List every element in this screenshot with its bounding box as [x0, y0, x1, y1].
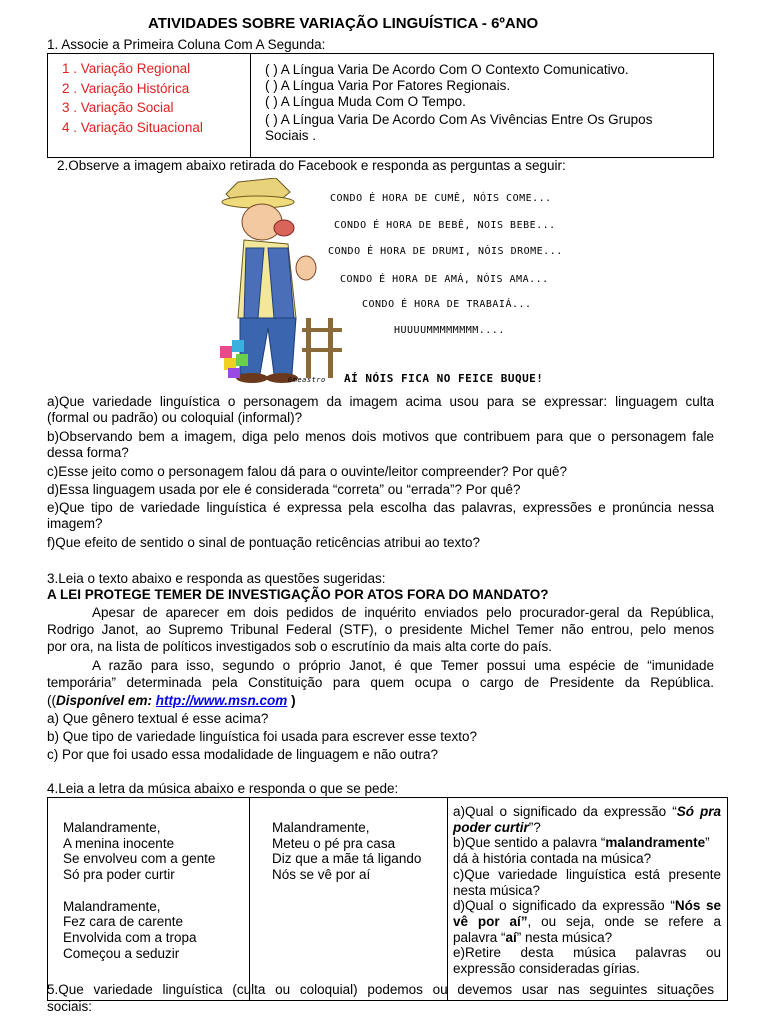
cartoon-line-4: CONDO É HORA DE AMÁ, NÓIS AMA... — [340, 274, 549, 285]
q1-heading: 1. Associe a Primeira Coluna Com A Segunda: — [47, 37, 326, 52]
q2-c: c)Esse jeito como o personagem falou dá para o ouvinte/leitor compreender? Por quê? — [47, 464, 568, 479]
association-left-column — [48, 54, 251, 158]
facebook-cartoon — [218, 178, 592, 392]
q3-c: c) Por que foi usado essa modalidade de linguagem e não outra? — [47, 747, 439, 762]
q2-a-line2: (formal ou padrão) ou coloquial (informal)? — [47, 410, 303, 425]
statement-4-cont: Sociais . — [265, 128, 317, 143]
source-suffix: ) — [291, 693, 296, 708]
song-line: Se envolveu com a gente — [63, 851, 216, 867]
q3-a: a) Que gênero textual é esse acima? — [47, 711, 269, 726]
q4-b-line2: dá à história contada na música? — [453, 851, 652, 867]
cartoon-line-2: CONDO É HORA DE BEBÊ, NOIS BEBE... — [334, 220, 556, 231]
q4-d-line1: d)Qual o significado da expressão “Nós se — [453, 898, 721, 914]
q4-a-line1: a)Qual o significado da expressão “Só pra — [453, 804, 721, 819]
song-line: Só pra poder curtir — [63, 867, 175, 883]
cartoon-line-3: CONDO É HORA DE DRUMI, NÓIS DROME... — [328, 246, 563, 257]
cartoon-line-1: CONDO É HORA DE CUMÊ, NÓIS COME... — [330, 193, 552, 204]
page-title: ATIVIDADES SOBRE VARIAÇÃO LINGUÍSTICA - 6ºANO — [148, 15, 539, 32]
song-column-1 — [48, 798, 250, 1001]
q2-b-line2: dessa forma? — [47, 445, 129, 460]
cartoon-line-5: CONDO É HORA DE TRABAIÁ... — [362, 299, 532, 310]
q4-e-line1: e)Retire desta música palavras ou — [453, 945, 721, 961]
cartoon-line-6: HUUUUMMMMMMMM.... — [394, 325, 505, 336]
article-title: A LEI PROTEGE TEMER DE INVESTIGAÇÃO POR ATOS FORA DO MANDATO? — [47, 587, 549, 602]
option-situacional: 4 . Variação Situacional — [62, 119, 203, 135]
cartoon-punchline: AÍ NÓIS FICA NO FEICE BUQUE! — [344, 372, 544, 385]
song-line: Envolvida com a tropa — [63, 929, 197, 945]
q2-b-line1: b)Observando bem a imagem, diga pelo menos dois motivos que contribuem para que o personagem fale — [47, 429, 714, 444]
article-p2-line1: A razão para isso, segundo o próprio Janot, é que Temer possui uma espécie de “imunidade — [92, 658, 714, 673]
q4-b-line1: b)Que sentido a palavra “malandramente” — [453, 835, 710, 851]
q4-a-line2: poder curtir”? — [453, 819, 541, 835]
article-source — [47, 693, 714, 709]
q2-d: d)Essa linguagem usada por ele é considerada “correta” ou “errada”? Por quê? — [47, 482, 521, 497]
q2-e-line1: e)Que tipo de variedade linguística é expressa pela escolha das palavras, expressões e pronúncia nessa — [47, 500, 714, 515]
song-line: Nós se vê por aí — [272, 867, 371, 883]
article-p1-line1: Apesar de aparecer em dois pedidos de inquérito enviados pelo procurador-geral da República, — [92, 605, 714, 620]
song-line: Fez cara de carente — [63, 914, 184, 930]
statement-3: ( ) A Língua Muda Com O Tempo. — [265, 94, 466, 109]
song-line: Malandramente, — [63, 898, 161, 914]
q4-heading: 4.Leia a letra da música abaixo e responda o que se pede: — [47, 781, 399, 796]
song-line: Diz que a mãe tá ligando — [272, 851, 422, 867]
association-right-column — [251, 54, 714, 158]
song-line: Meteu o pé pra casa — [272, 835, 396, 851]
statement-2: ( ) A Língua Varia Por Fatores Regionais. — [265, 78, 511, 93]
q5-line1: 5.Que variedade linguística (culta ou coloquial) podemos ou devemos usar nas seguintes situações — [47, 982, 714, 997]
song-line: A menina inocente — [63, 835, 175, 851]
article-p2-line2: temporária” determinada pela Constituição para quem ocupa o cargo de Presidente da República. — [47, 675, 714, 690]
statement-1: ( ) A Língua Varia De Acordo Com O Contexto Comunicativo. — [265, 62, 629, 77]
cartoon-signature: Gmeastro — [288, 376, 326, 384]
q3-b: b) Que tipo de variedade linguística foi usada para escrever esse texto? — [47, 729, 478, 744]
song-line: Malandramente, — [272, 820, 370, 835]
song-table — [47, 797, 728, 1001]
article-p1-line3: por ora, na lista de políticos investigados sob o escrutínio da mais alta corte do país. — [47, 639, 553, 654]
q2-a-line1: a)Que variedade linguística o personagem da imagem acima usou para se expressar: linguagem culta — [47, 394, 714, 409]
option-social: 3 . Variação Social — [62, 100, 174, 115]
q2-heading: 2.Observe a imagem abaixo retirada do Facebook e responda as perguntas a seguir: — [57, 158, 566, 173]
song-column-2 — [250, 798, 448, 1001]
q3-heading: 3.Leia o texto abaixo e responda as questões sugeridas: — [47, 571, 386, 586]
q2-f: f)Que efeito de sentido o sinal de pontuação reticências atribui ao texto? — [47, 535, 481, 550]
song-line — [63, 883, 249, 899]
farmer-illustration — [218, 178, 592, 392]
source-prefix: (( — [47, 693, 56, 708]
q2-e-line2: imagem? — [47, 516, 103, 531]
association-table — [47, 53, 714, 158]
option-historica: 2 . Variação Histórica — [62, 80, 190, 96]
q4-c-line2: nesta música? — [453, 882, 541, 898]
q4-e-line2: expressão consideradas gírias. — [453, 961, 640, 977]
option-regional: 1 . Variação Regional — [62, 61, 191, 76]
source-label: Disponível em: — [56, 693, 153, 708]
q5-line2: sociais: — [47, 999, 93, 1014]
q4-d-line3: palavra “aí” nesta música? — [453, 929, 613, 945]
song-line: Malandramente, — [63, 820, 161, 835]
source-link[interactable]: http://www.msn.com — [155, 693, 288, 708]
song-line: Começou a seduzir — [63, 945, 180, 961]
q4-c-line1: c)Que variedade linguística está presente — [453, 866, 721, 882]
statement-4: ( ) A Língua Varia De Acordo Com As Vivências Entre Os Grupos — [265, 112, 653, 127]
q4-d-line2: vê por aí”, ou seja, onde se refere a — [453, 913, 721, 929]
song-questions — [448, 798, 728, 1001]
article-p1-line2: Rodrigo Janot, ao Supremo Tribunal Federal (STF), o presidente Michel Temer não entrou, pelo menos — [47, 622, 714, 637]
